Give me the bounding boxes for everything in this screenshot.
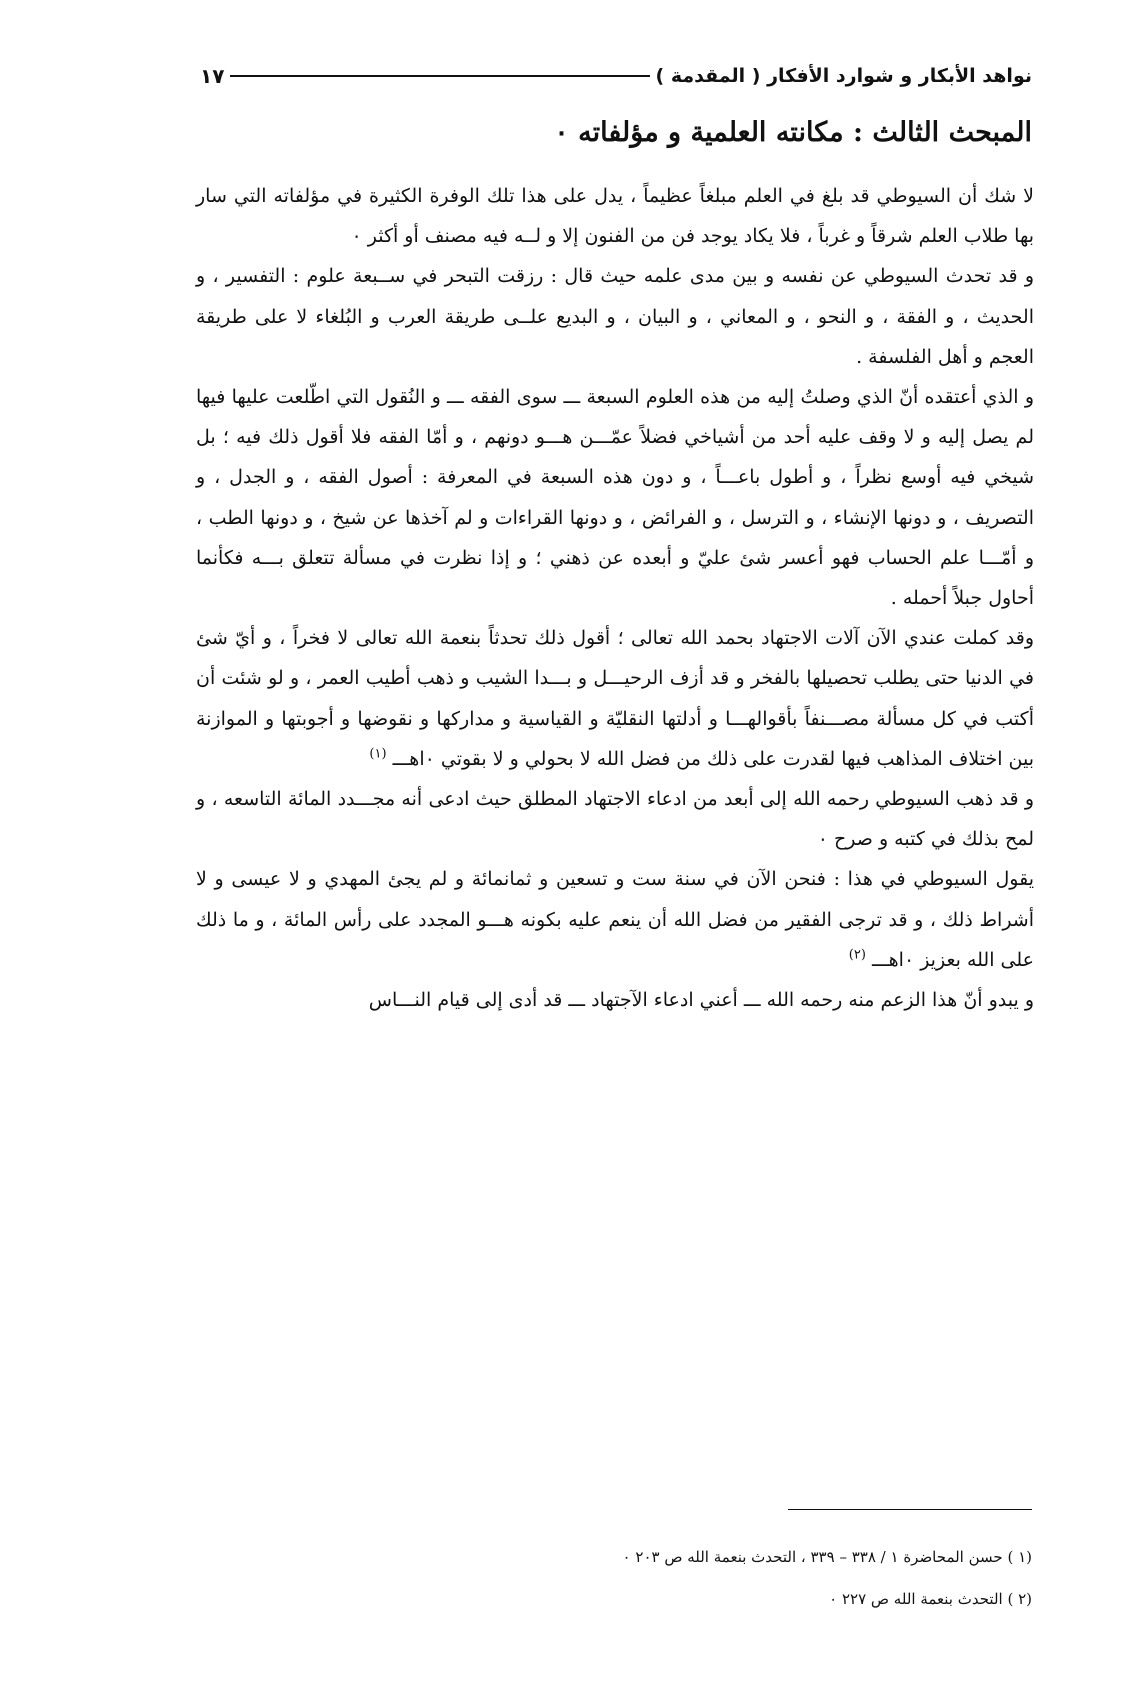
- footnote-reference[interactable]: (١): [369, 746, 387, 762]
- footnote: (١ ) حسن المحاضرة ١ / ٣٣٨ – ٣٣٩ ، التحدث بنعمة الله ص ٢٠٣ ٠: [622, 1548, 1032, 1566]
- running-header: [200, 60, 1032, 92]
- paragraph-text: يقول السيوطي في هذا : فنحن الآن في سنة ست و تسعين و ثمانمائة و لم يجئ المهدي و لا عيسى و لا أشراط ذلك ، و قد ترجى الفقير من فضل الله أن ينعم عليه بكونه هـــو المجدد على رأس المائة ، و ما ذلك على الله بعزيز ٠اهـــ: [196, 868, 1034, 971]
- footnote-rule: [788, 1509, 1032, 1510]
- paragraph: لا شك أن السيوطي قد بلغ في العلم مبلغاً عظيماً ، يدل على هذا تلك الوفرة الكثيرة في مؤلفاته التي سار بها طلاب العلم شرقاً و غرباً ، فلا يكاد يوجد فن من الفنون إلا و لــه فيه مصنف أو أكثر ٠: [196, 185, 1034, 248]
- paragraph: و يبدو أنّ هذا الزعم منه رحمه الله ـــ أعني ادعاء الآجتهاد ـــ قد أدى إلى قيام النـــاس: [368, 989, 1034, 1012]
- footnotes: [300, 1536, 1032, 1620]
- footnote: (٢ ) التحدث بنعمة الله ص ٢٢٧ ٠: [829, 1590, 1032, 1608]
- header-rule: [230, 75, 649, 77]
- paragraph: و الذي أعتقده أنّ الذي وصلتُ إليه من هذه العلوم السبعة ـــ سوى الفقه ـــ و النُقول التي اطّلعت عليها فيها لم يصل إليه و لا وقف عليه أحد من أشياخي فضلاً عمّـــن هـــو دونهم ، و أمّا الفقه فلا أقول ذلك فيه ؛ بل شيخي فيه أوسع نظراً ، و أطول باعـــاً ، و دون هذه السبعة في المعرفة : أصول الفقه ، و الجدل ، و التصريف ، و دونها الإنشاء ، و الترسل ، و الفرائض ، و دونها القراءات و لم آخذها عن شيخ ، و دونها الطب ، و أمّـــا علم الحساب فهو أعسر شئ عليّ و أبعده عن ذهني ؛ و إذا نظرت في مسألة تتعلق بـــه فكأنما أحاول جبلاً أحمله .: [196, 386, 1034, 610]
- paragraph: [196, 859, 1034, 980]
- paragraph: و قد تحدث السيوطي عن نفسه و بين مدى علمه حيث قال : رزقت التبحر في ســبعة علوم : التفسير ، و الحديث ، و الفقة ، و النحو ، و المعاني ، و البيان ، و البديع علــى طريقة العرب و البُلغاء لا على طريقة العجم و أهل الفلسفة .: [196, 265, 1034, 368]
- paragraph-text: وقد كملت عندي الآن آلات الاجتهاد بحمد الله تعالى ؛ أقول ذلك تحدثاً بنعمة الله تعالى لا فخراً ، و أيّ شئ في الدنيا حتى يطلب تحصيلها بالفخر و قد أزف الرحيـــل و بـــدا الشيب و ذهب أطيب العمر ، و لو شئت أن أكتب في كل مسألة مصـــنفاً بأقوالهـــا و أدلتها النقليّة و القياسية و مداركها و نقوضها و أجوبتها و الموازنة بين اختلاف المذاهب فيها لقدرت على ذلك من فضل الله لا بحولي و لا بقوتي ٠اهـــ: [196, 627, 1034, 770]
- paragraph: و قد ذهب السيوطي رحمه الله إلى أبعد من ادعاء الاجتهاد المطلق حيث ادعى أنه مجـــدد المائة التاسعه ، و لمح بذلك في كتبه و صرح ٠: [196, 788, 1034, 851]
- paragraph: [196, 618, 1034, 779]
- footnote-reference[interactable]: (٢): [848, 947, 866, 963]
- section-title: المبحث الثالث : مكانته العلمية و مؤلفاته ٠: [554, 117, 1032, 148]
- running-title: نواهد الأبكار و شوارد الأفكار ( المقدمة ): [655, 65, 1032, 87]
- body-text: [196, 176, 1034, 1020]
- page-number: ١٧: [200, 64, 225, 88]
